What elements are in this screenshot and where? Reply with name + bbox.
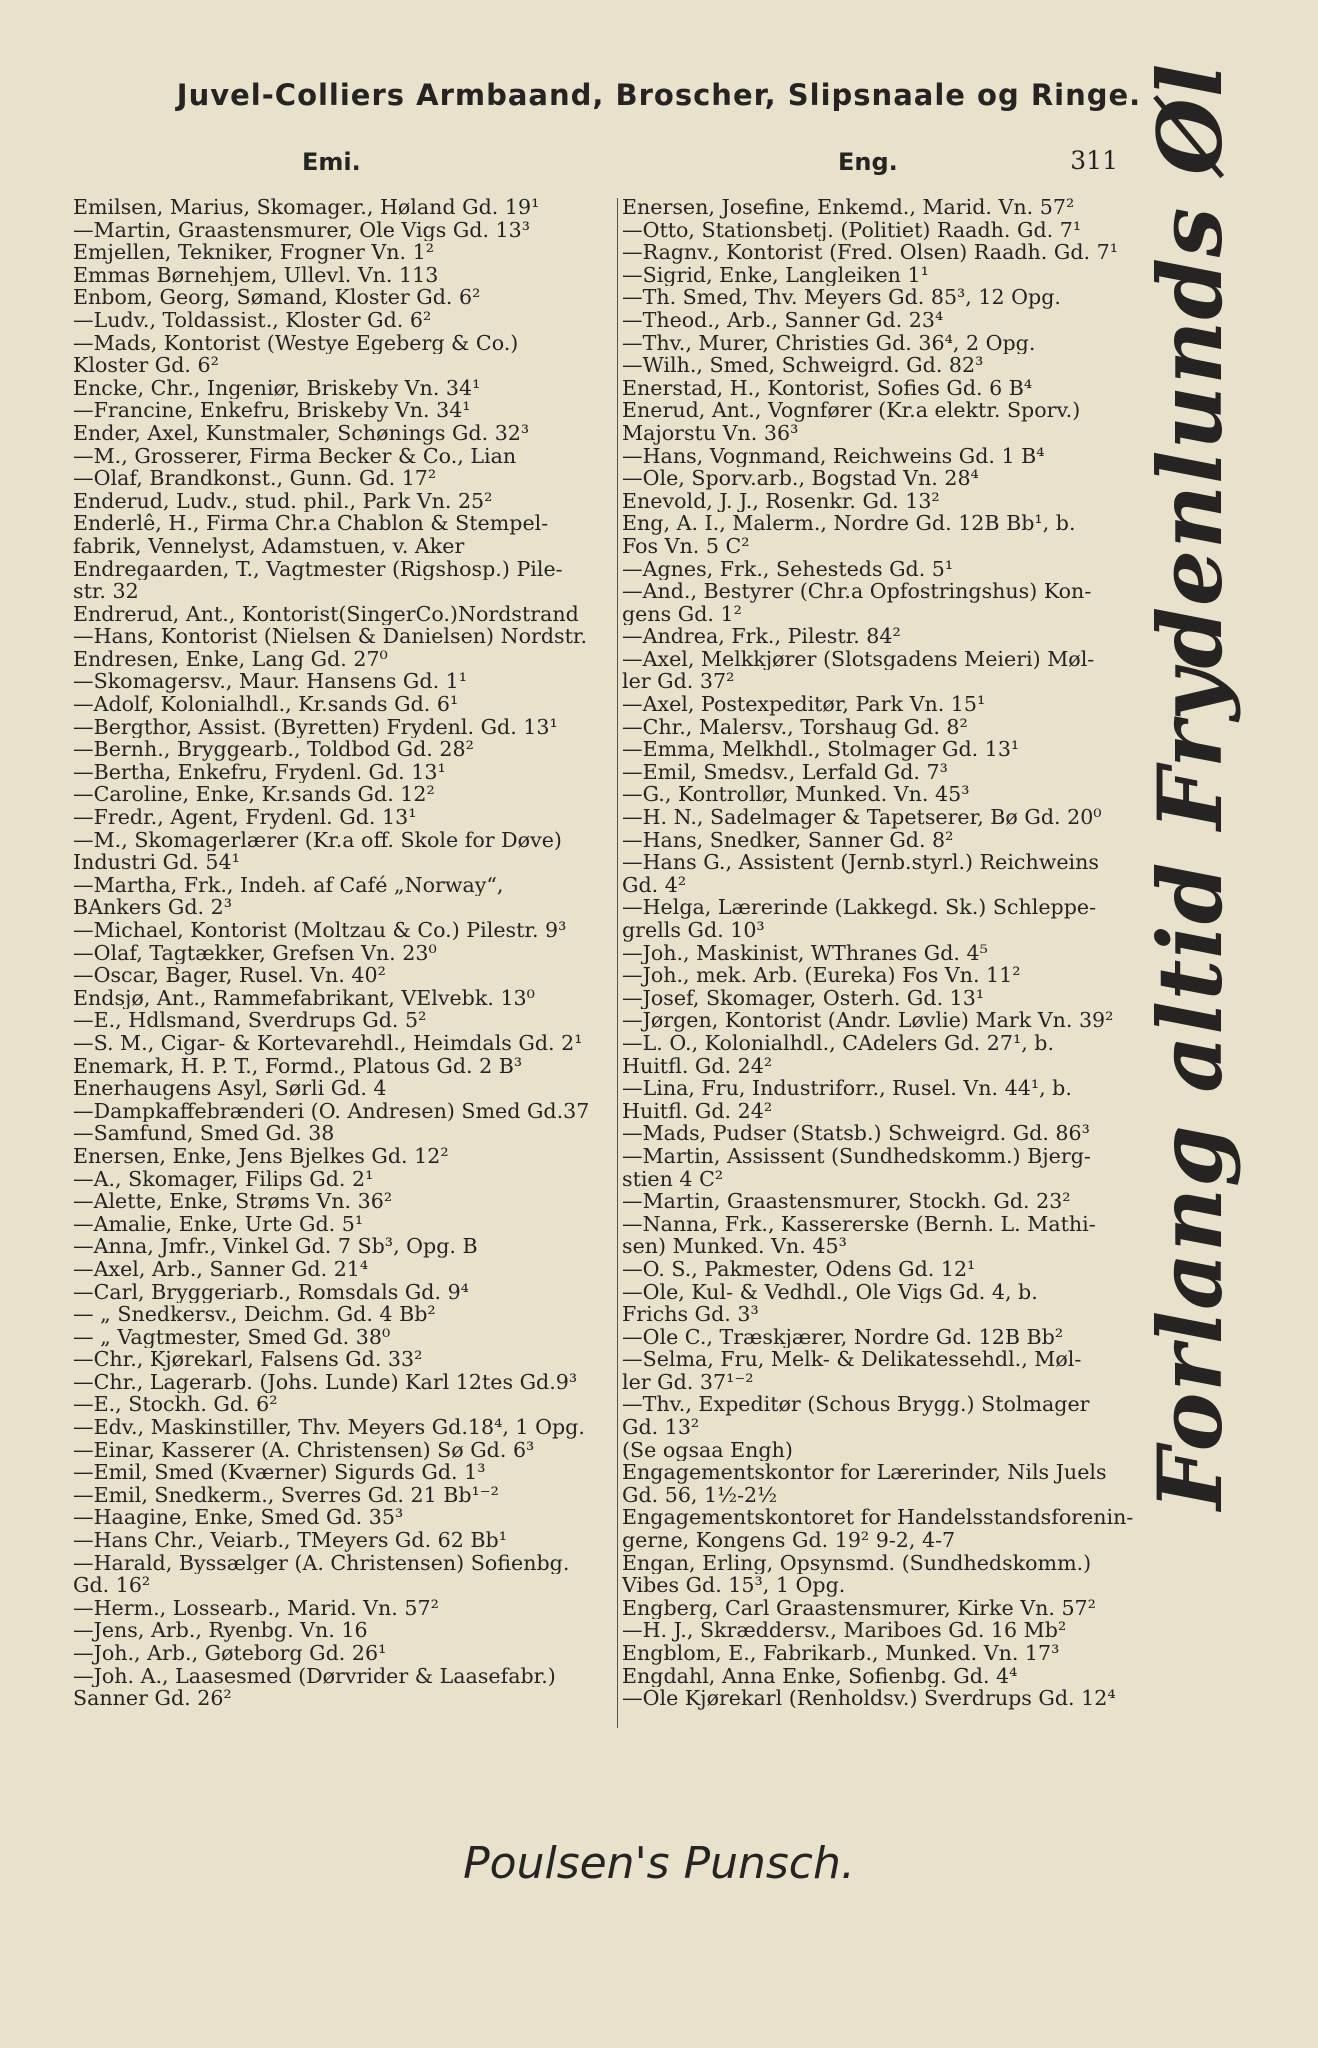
directory-entry-line: Enderlê, H., Firma Chr.a Chablon & Stempel- <box>73 512 549 535</box>
directory-entry-line: —Fredr., Agent, Frydenl. Gd. 13¹ <box>73 806 417 829</box>
directory-entry-line: —Joh. A., Laasesmed (Dørvrider & Laasefabr.) <box>73 1664 556 1688</box>
directory-entry-line: —Emma, Melkhdl., Stolmager Gd. 13¹ <box>622 738 1020 761</box>
directory-entry-line: Enbom, Georg, Sømand, Kloster Gd. 6² <box>73 286 481 309</box>
directory-entry-line: —Carl, Bryggeriarb., Romsdals Gd. 9⁴ <box>73 1280 469 1304</box>
directory-entry-line: —Bernh., Bryggearb., Toldbod Gd. 28² <box>73 738 474 761</box>
directory-entry-line: —Helga, Lærerinde (Lakkegd. Sk.) Schleppe- <box>622 896 1097 919</box>
directory-entry-line: —Andrea, Frk., Pilestr. 84² <box>622 625 901 648</box>
directory-entry-line: —Joh., mek. Arb. (Eureka) Fos Vn. 11² <box>622 964 1021 987</box>
directory-entry-line: —Alette, Enke, Strøms Vn. 36² <box>73 1190 393 1213</box>
directory-entry-line: Engagementskontor for Lærerinder, Nils Juels <box>622 1461 1107 1484</box>
side-advertisement: Forlang altid Frydenlunds Øl <box>1138 62 1242 1510</box>
directory-entry-line: —Wilh., Smed, Schweigrd. Gd. 82³ <box>622 354 984 377</box>
directory-entry-line: —Lina, Fru, Industriforr., Rusel. Vn. 44¹, b. <box>622 1077 1072 1100</box>
directory-entry-line: —Bertha, Enkefru, Frydenl. Gd. 13¹ <box>73 760 446 784</box>
directory-entry-line: Endsjø, Ant., Rammefabrikant, VElvebk. 13⁰ <box>73 986 535 1010</box>
directory-entry-line: Engdahl, Anna Enke, Sofienbg. Gd. 4⁴ <box>622 1664 1018 1688</box>
directory-entry-line: —L. O., Kolonialhdl., CAdelers Gd. 27¹, b. <box>622 1031 1055 1055</box>
directory-entry-line: —Ole Kjørekarl (Renholdsv.) Sverdrups Gd. 12⁴ <box>622 1687 1116 1710</box>
directory-entry-line: —Martin, Graastensmurer, Stockh. Gd. 23² <box>622 1190 1071 1213</box>
directory-entry-line: —Michael, Kontorist (Moltzau & Co.) Pilestr. 9³ <box>73 919 567 942</box>
directory-entry-line: —Otto, Stationsbetj. (Politiet) Raadh. Gd. 7¹ <box>622 218 1082 242</box>
page-number: 311 <box>1070 146 1118 175</box>
directory-entry-line: Vibes Gd. 15³, 1 Opg. <box>622 1574 846 1597</box>
directory-entry-line: —G., Kontrollør, Munked. Vn. 45³ <box>622 783 970 807</box>
directory-entry-line: Sanner Gd. 26² <box>73 1687 232 1710</box>
directory-entry-line: —Dampkaffebrænderi (O. Andresen) Smed Gd.37 <box>73 1099 590 1123</box>
directory-entry-line: —Einar, Kasserer (A. Christensen) Sø Gd. 6³ <box>73 1438 535 1462</box>
directory-entry-line: Engberg, Carl Graastensmurer, Kirke Vn. 57² <box>622 1596 1096 1620</box>
directory-entry-line: —Bergthor, Assist. (Byretten) Frydenl. Gd. 13¹ <box>73 715 558 739</box>
directory-entry-line: gens Gd. 1² <box>622 602 742 626</box>
directory-entry-line: —Hans, Vognmand, Reichweins Gd. 1 B⁴ <box>622 444 1045 468</box>
directory-entry-line: —Thv., Murer, Christies Gd. 36⁴, 2 Opg. <box>622 331 1036 355</box>
directory-entry-line: sen) Munked. Vn. 45³ <box>622 1235 847 1258</box>
directory-entry-line: Emjellen, Tekniker, Frogner Vn. 1² <box>73 241 434 264</box>
directory-entry-line: —E., Hdlsmand, Sverdrups Gd. 5² <box>73 1009 427 1032</box>
directory-entry-line: —Anna, Jmfr., Vinkel Gd. 7 Sb³, Opg. B <box>73 1235 478 1258</box>
directory-entry-line: Engblom, E., Fabrikarb., Munked. Vn. 17³ <box>622 1642 1060 1665</box>
directory-entry-line: Enersen, Josefine, Enkemd., Marid. Vn. 57² <box>622 196 1075 219</box>
directory-entry-line: —Mads, Kontorist (Westye Egeberg & Co.) <box>73 331 519 355</box>
left-directory-column <box>73 196 613 1710</box>
directory-entry-line: —Axel, Melkkjører (Slotsgadens Meieri) Møl- <box>622 647 1095 671</box>
right-directory-column <box>622 196 1167 1710</box>
directory-entry-line: —Ludv., Toldassist., Kloster Gd. 6² <box>73 308 432 332</box>
directory-entry-line: —Joh., Arb., Gøteborg Gd. 26¹ <box>73 1642 387 1665</box>
directory-entry-line: —Joh., Maskinist, WThranes Gd. 4⁵ <box>622 941 988 965</box>
directory-entry-line: —Ole, Sporv.arb., Bogstad Vn. 28⁴ <box>622 467 979 490</box>
directory-entry-line: —Sigrid, Enke, Langleiken 1¹ <box>622 263 929 287</box>
directory-entry-line: —Haagine, Enke, Smed Gd. 35³ <box>73 1506 404 1530</box>
directory-entry-line: Huitfl. Gd. 24² <box>622 1099 773 1123</box>
directory-entry-line: —Martin, Graastensmurer, Ole Vigs Gd. 13³ <box>73 218 531 242</box>
top-advertisement: Juvel-Colliers Armbaand, Broscher, Slipsnaale og Ringe. <box>176 78 1142 112</box>
directory-entry-line: fabrik, Vennelyst, Adamstuen, v. Aker <box>73 534 465 558</box>
directory-entry-line: —H. N., Sadelmager & Tapetserer, Bø Gd. 20⁰ <box>622 806 1102 829</box>
directory-entry-line: —M., Grosserer, Firma Becker & Co., Lian <box>73 444 517 468</box>
directory-entry-line: —O. S., Pakmester, Odens Gd. 12¹ <box>622 1257 976 1281</box>
directory-entry-line: Kloster Gd. 6² <box>73 354 219 377</box>
directory-entry-line: —Skomagersv., Maur. Hansens Gd. 1¹ <box>73 670 468 694</box>
directory-entry-line: —M., Skomagerlærer (Kr.a off. Skole for Døve) <box>73 828 562 852</box>
directory-entry-line: —Emil, Smedsv., Lerfald Gd. 7³ <box>622 760 948 784</box>
directory-entry-line: —Chr., Kjørekarl, Falsens Gd. 33² <box>73 1348 423 1371</box>
directory-entry-line: —Emil, Snedkerm., Sverres Gd. 21 Bb¹⁻² <box>73 1483 499 1507</box>
directory-entry-line: Emilsen, Marius, Skomager., Høland Gd. 19¹ <box>73 196 540 219</box>
directory-entry-line: —Martha, Frk., Indeh. af Café „Norway“, <box>73 873 504 897</box>
directory-entry-line: —Axel, Postexpeditør, Park Vn. 15¹ <box>622 693 986 716</box>
directory-entry-line: —Axel, Arb., Sanner Gd. 21⁴ <box>73 1257 369 1281</box>
directory-entry-line: Endrerud, Ant., Kontorist(SingerCo.)Nordstrand <box>73 602 579 626</box>
directory-entry-line: Enersen, Enke, Jens Bjelkes Gd. 12² <box>73 1144 449 1168</box>
directory-entry-line: Ender, Axel, Kunstmaler, Schønings Gd. 32³ <box>73 421 530 445</box>
directory-entry-line: —Olaf, Tagtækker, Grefsen Vn. 23⁰ <box>73 941 437 965</box>
directory-entry-line: —Caroline, Enke, Kr.sands Gd. 12² <box>73 783 435 807</box>
directory-entry-line: —Chr., Malersv., Torshaug Gd. 8² <box>622 715 968 739</box>
directory-entry-line: grells Gd. 10³ <box>622 919 765 942</box>
directory-entry-line: Emmas Børnehjem, Ullevl. Vn. 113 <box>73 263 439 287</box>
directory-entry-line: Encke, Chr., Ingeniør, Briskeby Vn. 34¹ <box>73 376 481 400</box>
directory-entry-line: Enderud, Ludv., stud. phil., Park Vn. 25² <box>73 489 493 513</box>
directory-entry-line: —A., Skomager, Filips Gd. 2¹ <box>73 1167 374 1191</box>
directory-entry-line: —S. M., Cigar- & Kortevarehdl., Heimdals Gd. 2¹ <box>73 1031 583 1055</box>
directory-entry-line: Enemark, H. P. T., Formd., Platous Gd. 2 B³ <box>73 1054 523 1078</box>
directory-entry-line: —E., Stockh. Gd. 6² <box>73 1393 278 1417</box>
directory-entry-line: — „ Vagtmester, Smed Gd. 38⁰ <box>73 1325 391 1349</box>
directory-entry-line: Enerud, Ant., Vognfører (Kr.a elektr. Sporv.) <box>622 399 1081 422</box>
directory-entry-line: Enerhaugens Asyl, Sørli Gd. 4 <box>73 1077 387 1100</box>
directory-entry-line: —Olaf, Brandkonst., Gunn. Gd. 17² <box>73 467 437 490</box>
directory-entry-line: —Hans G., Assistent (Jernb.styrl.) Reichweins <box>622 851 1099 874</box>
left-key-word: Emi. <box>302 148 361 176</box>
directory-entry-line: Gd. 16² <box>73 1574 151 1597</box>
directory-entry-line: Endregaarden, T., Vagtmester (Rigshosp.) Pile- <box>73 557 563 581</box>
directory-entry-line: Endresen, Enke, Lang Gd. 27⁰ <box>73 647 388 671</box>
directory-entry-line: —Hans Chr., Veiarb., TMeyers Gd. 62 Bb¹ <box>73 1529 507 1552</box>
directory-entry-line: Fos Vn. 5 C² <box>622 534 750 558</box>
directory-entry-line: —Oscar, Bager, Rusel. Vn. 40² <box>73 964 386 987</box>
directory-entry-line: Enevold, J. J., Rosenkr. Gd. 13² <box>622 489 940 513</box>
directory-entry-line: Huitfl. Gd. 24² <box>622 1054 773 1078</box>
directory-entry-line: —Herm., Lossearb., Marid. Vn. 57² <box>73 1596 439 1620</box>
column-divider <box>617 198 618 1728</box>
directory-entry-line: —Hans, Kontorist (Nielsen & Danielsen) Nordstr. <box>73 625 588 648</box>
directory-entry-line: Industri Gd. 54¹ <box>73 851 240 874</box>
directory-entry-line: —Ragnv., Kontorist (Fred. Olsen) Raadh. Gd. 7¹ <box>622 241 1118 264</box>
directory-entry-line: —Mads, Pudser (Statsb.) Schweigrd. Gd. 86³ <box>622 1122 1090 1145</box>
directory-entry-line: Gd. 4² <box>622 873 687 897</box>
directory-entry-line: Gd. 13² <box>622 1416 700 1439</box>
directory-entry-line: —Emil, Smed (Kværner) Sigurds Gd. 1³ <box>73 1461 486 1484</box>
directory-entry-line: — „ Snedkersv., Deichm. Gd. 4 Bb² <box>73 1303 436 1326</box>
directory-entry-line: —Agnes, Frk., Sehesteds Gd. 5¹ <box>622 557 954 581</box>
directory-entry-line: Majorstu Vn. 36³ <box>622 421 799 445</box>
directory-entry-line: —And., Bestyrer (Chr.a Opfostringshus) Kon- <box>622 580 1092 603</box>
directory-entry-line: —Ole, Kul- & Vedhdl., Ole Vigs Gd. 4, b. <box>622 1280 1038 1304</box>
directory-entry-line: Enerstad, H., Kontorist, Sofies Gd. 6 B⁴ <box>622 376 1033 400</box>
directory-entry-line: —Josef, Skomager, Osterh. Gd. 13¹ <box>622 986 985 1010</box>
directory-entry-line: —Ole C., Træskjærer, Nordre Gd. 12B Bb² <box>622 1325 1064 1349</box>
directory-entry-line: (Se ogsaa Engh) <box>622 1438 793 1462</box>
directory-entry-line: —Nanna, Frk., Kassererske (Bernh. L. Mathi- <box>622 1212 1096 1236</box>
directory-entry-line: —Amalie, Enke, Urte Gd. 5¹ <box>73 1212 364 1236</box>
directory-entry-line: —Thv., Expeditør (Schous Brygg.) Stolmager <box>622 1393 1090 1417</box>
directory-entry-line: —Th. Smed, Thv. Meyers Gd. 85³, 12 Opg. <box>622 286 1061 309</box>
directory-entry-line: —Hans, Snedker, Sanner Gd. 8² <box>622 828 954 852</box>
directory-entry-line: —Theod., Arb., Sanner Gd. 23⁴ <box>622 308 944 332</box>
directory-entry-line: Engagementskontoret for Handelsstandsforenin- <box>622 1506 1134 1530</box>
directory-entry-line: —Jørgen, Kontorist (Andr. Løvlie) Mark Vn. 39² <box>622 1009 1114 1032</box>
directory-entry-line: —Adolf, Kolonialhdl., Kr.sands Gd. 6¹ <box>73 693 459 716</box>
directory-entry-line: ler Gd. 37² <box>622 670 735 694</box>
directory-entry-line: Engan, Erling, Opsynsmd. (Sundhedskomm.) <box>622 1551 1092 1575</box>
directory-entry-line: gerne, Kongens Gd. 19² 9-2, 4-7 <box>622 1529 956 1552</box>
right-key-word: Eng. <box>838 148 898 176</box>
directory-entry-line: Gd. 56, 1½-2½ <box>622 1483 778 1507</box>
directory-entry-line: —Harald, Byssælger (A. Christensen) Sofienbg. <box>73 1551 570 1575</box>
directory-entry-line: Eng, A. I., Malerm., Nordre Gd. 12B Bb¹, b. <box>622 512 1076 535</box>
bottom-advertisement: Poulsen's Punsch. <box>463 1838 855 1889</box>
directory-entry-line: stien 4 C² <box>622 1167 724 1191</box>
directory-entry-line: —Martin, Assissent (Sundhedskomm.) Bjerg- <box>622 1144 1091 1168</box>
directory-entry-line: ler Gd. 37¹⁻² <box>622 1370 754 1394</box>
directory-entry-line: —Jens, Arb., Ryenbg. Vn. 16 <box>73 1619 368 1642</box>
directory-entry-line: str. 32 <box>73 580 139 603</box>
directory-entry-line: —H. J., Skræddersv., Mariboes Gd. 16 Mb² <box>622 1619 1067 1642</box>
directory-entry-line: —Francine, Enkefru, Briskeby Vn. 34¹ <box>73 399 471 422</box>
directory-entry-line: —Selma, Fru, Melk- & Delikatessehdl., Møl- <box>622 1348 1082 1371</box>
directory-entry-line: —Edv., Maskinstiller, Thv. Meyers Gd.18⁴, 1 Opg. <box>73 1416 585 1439</box>
directory-entry-line: —Samfund, Smed Gd. 38 <box>73 1122 335 1145</box>
directory-entry-line: —Chr., Lagerarb. (Johs. Lunde) Karl 12tes Gd.9³ <box>73 1370 578 1394</box>
directory-entry-line: Frichs Gd. 3³ <box>622 1303 759 1326</box>
directory-entry-line: BAnkers Gd. 2³ <box>73 896 232 919</box>
